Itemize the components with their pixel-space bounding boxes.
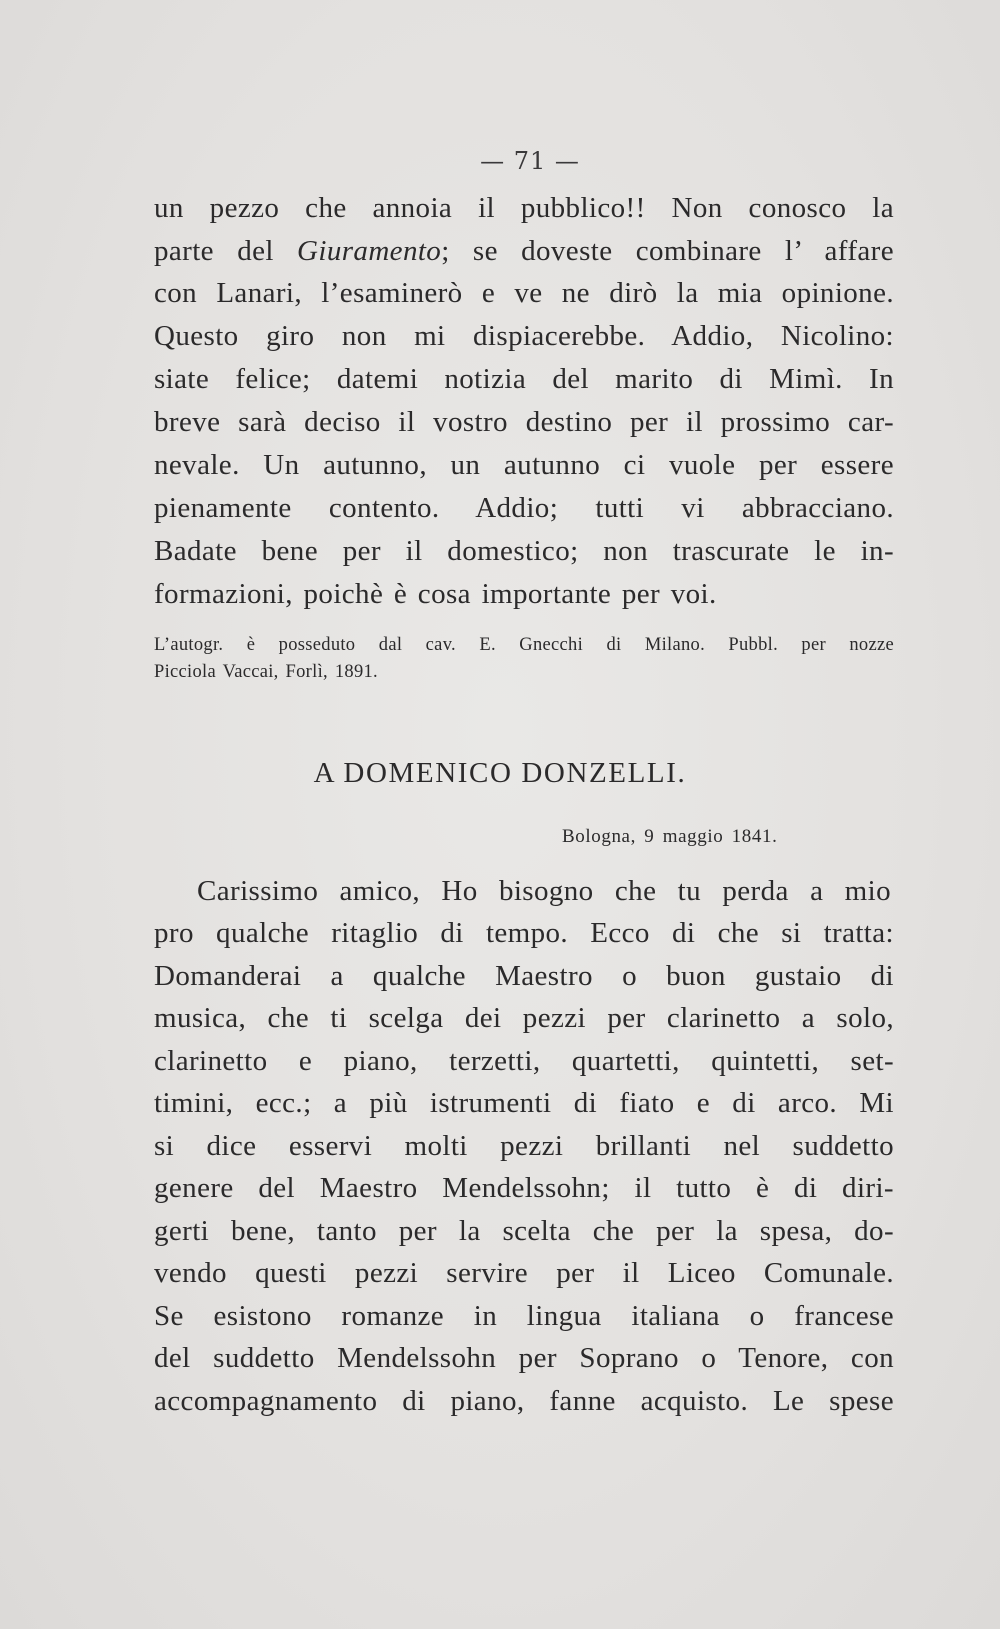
text-line: pienamente contento. Addio; tutti vi abbracciano.	[154, 492, 894, 524]
text-line: Domanderai a qualche Maestro o buon gustaio di	[154, 960, 894, 992]
text-line: Questo giro non mi dispiacerebbe. Addio, Nicolino:	[154, 320, 894, 352]
text-segment: parte del	[154, 235, 298, 267]
text-line: gerti bene, tanto per la scelta che per la spesa, do-	[154, 1215, 894, 1247]
text-line: musica, che ti scelga dei pezzi per clarinetto a solo,	[154, 1002, 894, 1034]
text-line: del suddetto Mendelssohn per Soprano o Tenore, con	[154, 1342, 894, 1374]
text-line: Carissimo amico, Ho bisogno che tu perda a mio	[197, 875, 891, 907]
page-number: — 71 —	[480, 147, 580, 175]
text-line: genere del Maestro Mendelssohn; il tutto è di diri-	[154, 1172, 894, 1204]
text-line: un pezzo che annoia il pubblico!! Non conosco la	[154, 192, 894, 224]
text-line	[154, 237, 894, 266]
text-line: vendo questi pezzi servire per il Liceo Comunale.	[154, 1257, 894, 1289]
footnote-line: L’autogr. è posseduto dal cav. E. Gnecchi di Milano. Pubbl. per nozze	[154, 635, 894, 655]
opera-title: Giuramento	[297, 235, 442, 267]
text-line: timini, ecc.; a più istrumenti di fiato e di arco. Mi	[154, 1087, 894, 1119]
text-line: Se esistono romanze in lingua italiana o francese	[154, 1300, 894, 1332]
text-segment: ; se doveste combinare l’ affare	[441, 235, 894, 267]
text-line: formazioni, poichè è cosa importante per voi.	[154, 578, 717, 610]
text-line: nevale. Un autunno, un autunno ci vuole per essere	[154, 449, 894, 481]
footnote-line: Picciola Vaccai, Forlì, 1891.	[154, 662, 378, 682]
letter-heading: A DOMENICO DONZELLI.	[313, 757, 687, 789]
text-line: Badate bene per il domestico; non trascurate le in-	[154, 535, 894, 567]
text-line: clarinetto e piano, terzetti, quartetti, quintetti, set-	[154, 1045, 894, 1077]
text-line: breve sarà deciso il vostro destino per il prossimo car-	[154, 406, 894, 438]
letter-dateline: Bologna, 9 maggio 1841.	[562, 826, 778, 847]
text-line: pro qualche ritaglio di tempo. Ecco di che si tratta:	[154, 917, 894, 949]
text-line: si dice esservi molti pezzi brillanti nel suddetto	[154, 1130, 894, 1162]
text-line: accompagnamento di piano, fanne acquisto. Le spese	[154, 1385, 894, 1417]
text-line: siate felice; datemi notizia del marito di Mimì. In	[154, 363, 894, 395]
text-line: con Lanari, l’esaminerò e ve ne dirò la mia opinione.	[154, 277, 894, 309]
